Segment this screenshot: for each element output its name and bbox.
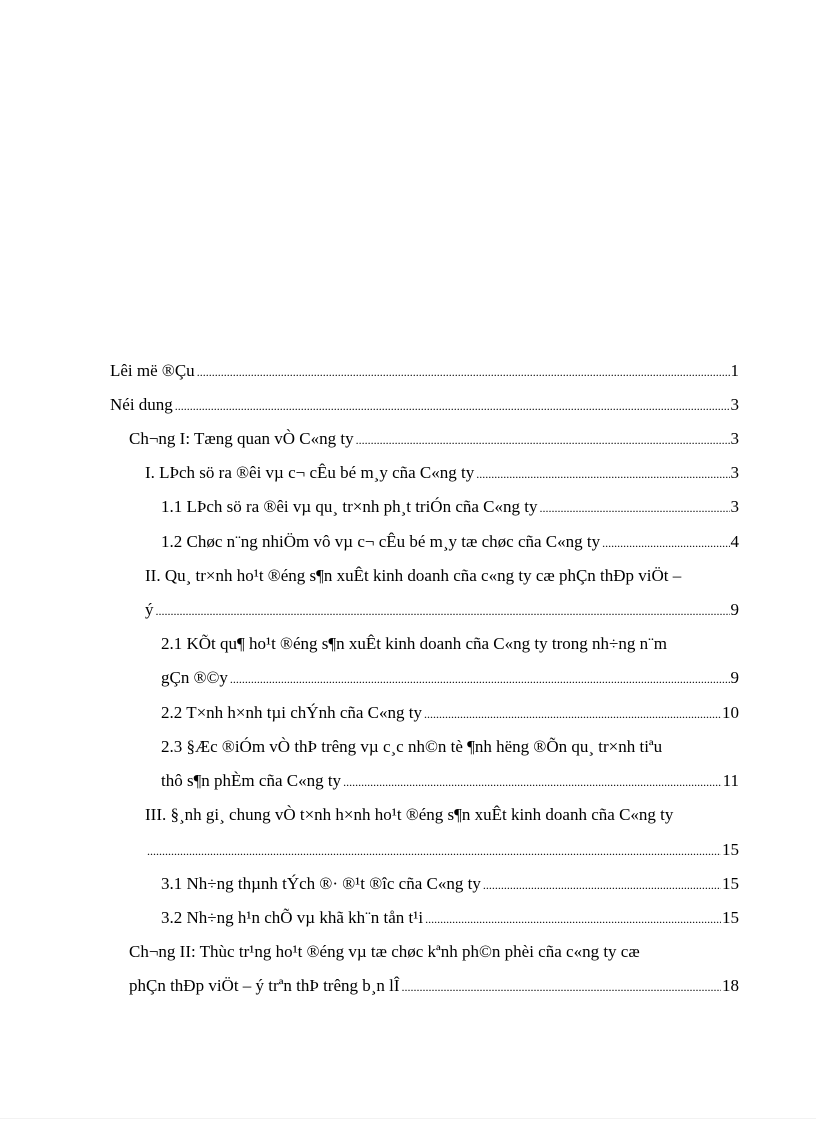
toc-page-number: 3 [730, 429, 739, 448]
toc-entry-title: phÇn thÐp viÖt – ý trªn thÞ trêng b¸n lÎ [129, 976, 400, 995]
toc-entry-title: 1.1 LÞch sö ra ®êi vµ qu¸ tr×nh ph¸t triÓn cña C«ng ty [161, 497, 538, 516]
toc-entry-2-1[interactable] [161, 668, 739, 689]
toc-entry-title: Lêi më ®Çu [110, 361, 195, 380]
toc-page-number: 15 [722, 908, 739, 927]
toc-page-number: 11 [722, 771, 739, 790]
toc-page-number: 18 [722, 976, 739, 995]
dot-leader [402, 977, 721, 997]
toc-page-number: 15 [722, 874, 739, 893]
toc-entry-chapter-2-line1[interactable]: Ch¬ng II: Thùc tr¹ng ho¹t ®éng vµ tæ chøc kªnh ph©n phèi cña c«ng ty cæ [129, 942, 640, 961]
dot-leader [197, 362, 730, 382]
dot-leader [540, 498, 730, 518]
dot-leader [156, 601, 730, 621]
toc-entry-2-1-line1[interactable]: 2.1 KÕt qu¶ ho¹t ®éng s¶n xuÊt kinh doanh cña C«ng ty trong nh÷ng n¨m [161, 634, 667, 653]
toc-entry-2-2[interactable] [161, 703, 739, 724]
dot-leader [424, 704, 721, 724]
toc-entry-1-1[interactable] [161, 497, 739, 518]
toc-entry-title: gÇn ®©y [161, 668, 228, 687]
toc-page-number: 3 [730, 497, 739, 516]
toc-entry-introduction[interactable] [110, 361, 739, 382]
toc-entry-section-2-line1[interactable]: II. Qu¸ tr×nh ho¹t ®éng s¶n xuÊt kinh doanh cña c«ng ty cæ phÇn thÐp viÖt – [145, 566, 682, 585]
toc-page-number: 15 [722, 840, 739, 859]
toc-entry-title: 3.2 Nh÷ng h¹n chÕ vµ khã kh¨n tån t¹i [161, 908, 424, 927]
toc-entry-content[interactable] [110, 395, 739, 416]
toc-page-number: 10 [722, 703, 739, 722]
toc-page-number: 9 [730, 600, 739, 619]
toc-entry-2-3[interactable] [161, 771, 739, 792]
dot-leader [175, 396, 730, 416]
dot-leader [476, 464, 729, 484]
dot-leader [425, 909, 721, 929]
toc-entry-section-2[interactable] [145, 600, 739, 621]
dot-leader [602, 533, 729, 553]
toc-entry-section-1[interactable] [145, 463, 739, 484]
toc-page-number: 9 [730, 668, 739, 687]
toc-entry-chapter-2[interactable] [129, 976, 739, 997]
toc-page-number: 4 [730, 532, 739, 551]
toc-entry-1-2[interactable] [161, 532, 739, 553]
toc-entry-section-3-line1[interactable]: III. §¸nh gi¸ chung vÒ t×nh h×nh ho¹t ®éng s¶n xuÊt kinh doanh cña C«ng ty [145, 805, 674, 824]
toc-page-number: 3 [730, 395, 739, 414]
toc-entry-section-3[interactable] [145, 840, 739, 861]
toc-page-number: 1 [730, 361, 739, 380]
toc-entry-title: thô s¶n phÈm cña C«ng ty [161, 771, 342, 790]
toc-entry-title: Ch¬ng I: Tæng quan vÒ C«ng ty [129, 429, 354, 448]
dot-leader [230, 669, 730, 689]
toc-entry-title: 3.1 Nh÷ng thµnh tÝch ®· ®¹t ®îc cña C«ng ty [161, 874, 481, 893]
dot-leader [356, 430, 730, 450]
dot-leader [483, 875, 721, 895]
toc-entry-2-3-line1[interactable]: 2.3 §Æc ®iÓm vÒ thÞ trêng vµ c¸c nh©n tè ¶nh hëng ®Õn qu¸ tr×nh tiªu [161, 737, 663, 756]
toc-entry-3-2[interactable] [161, 908, 739, 929]
toc-page-number: 3 [730, 463, 739, 482]
toc-entry-title: ý [145, 600, 154, 619]
page-bottom-edge [0, 1118, 816, 1119]
toc-entry-title: Néi dung [110, 395, 173, 414]
toc-entry-title: 1.2 Chøc n¨ng nhiÖm vô vµ c¬ cÊu bé m¸y tæ chøc cña C«ng ty [161, 532, 601, 551]
dot-leader [147, 841, 721, 861]
toc-entry-title: I. LÞch sö ra ®êi vµ c¬ cÊu bé m¸y cña C«ng ty [145, 463, 475, 482]
toc-entry-chapter-1[interactable] [129, 429, 739, 450]
toc-entry-title: 2.2 T×nh h×nh tµi chÝnh cña C«ng ty [161, 703, 422, 722]
toc-entry-3-1[interactable] [161, 874, 739, 895]
dot-leader [343, 772, 722, 792]
